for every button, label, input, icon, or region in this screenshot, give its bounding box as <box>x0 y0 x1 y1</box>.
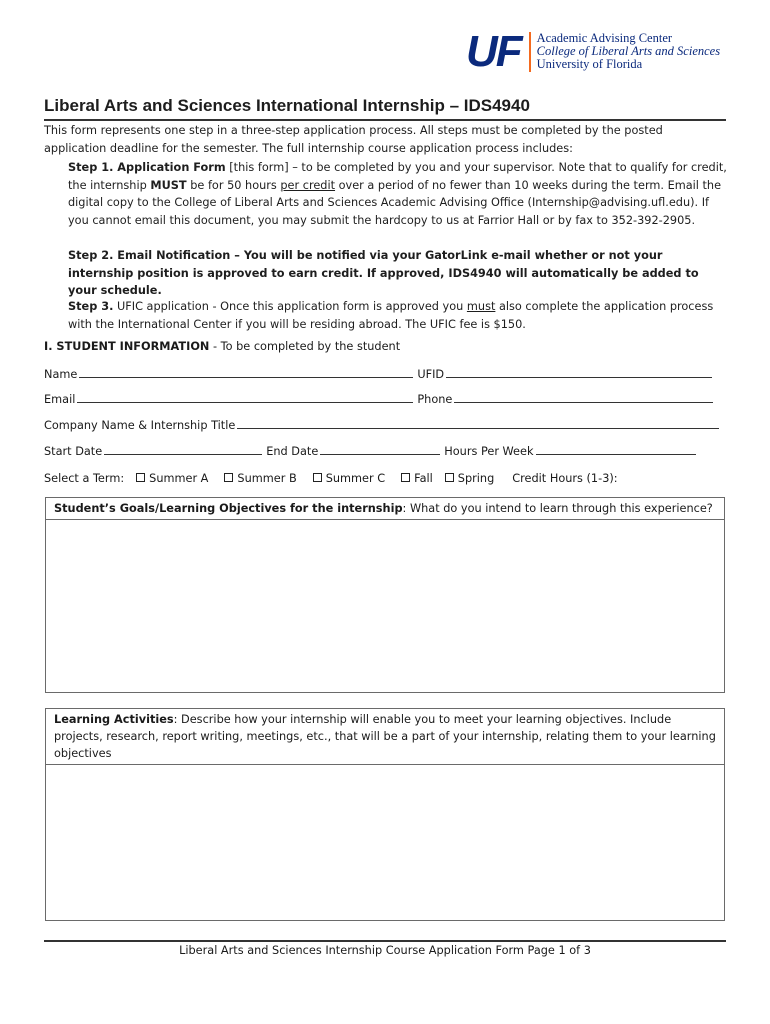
credit-hours-label: Credit Hours (1-3): <box>512 472 618 485</box>
dates-row <box>44 444 724 458</box>
step-3-text-b: also complete the application process with the International Center if you will be residing abroad. The UFIC fee is $150. <box>68 300 714 331</box>
goals-header <box>46 498 724 520</box>
ufid-label: UFID <box>417 368 445 381</box>
uf-logo-mark: UF <box>466 27 521 76</box>
activities-label: Learning Activities <box>54 713 174 726</box>
summer-c-label: Summer C <box>325 472 386 485</box>
section-label: I. STUDENT INFORMATION <box>44 340 210 353</box>
hours-per-week-field[interactable] <box>536 444 696 455</box>
hours-per-week-label: Hours Per Week <box>444 445 534 458</box>
step-3-must: must <box>466 300 496 313</box>
company-field[interactable] <box>237 418 719 429</box>
title-divider <box>44 119 726 121</box>
name-label: Name <box>44 368 78 381</box>
name-field[interactable] <box>79 367 413 378</box>
summer-b-checkbox[interactable] <box>224 473 233 482</box>
start-date-label: Start Date <box>44 445 103 458</box>
page-footer: Liberal Arts and Sciences Internship Course Application Form Page 1 of 3 <box>179 944 591 957</box>
email-field[interactable] <box>77 392 413 403</box>
student-information-heading <box>44 340 400 353</box>
ufid-field[interactable] <box>446 367 712 378</box>
fall-checkbox[interactable] <box>401 473 410 482</box>
select-term-label: Select a Term: <box>44 472 125 485</box>
email-phone-row <box>44 392 724 406</box>
goals-label: Student’s Goals/Learning Objectives for the internship <box>54 502 403 515</box>
section-note: - To be completed by the student <box>209 340 401 353</box>
footer-divider <box>44 940 726 942</box>
spring-checkbox[interactable] <box>445 473 454 482</box>
phone-label: Phone <box>417 393 453 406</box>
summer-b-label: Summer B <box>237 472 297 485</box>
start-date-field[interactable] <box>104 444 262 455</box>
summer-a-label: Summer A <box>149 472 209 485</box>
company-row <box>44 418 724 432</box>
uf-logo <box>466 27 721 76</box>
step-3-paragraph <box>68 298 728 333</box>
page-title: Liberal Arts and Sciences International Internship – IDS4940 <box>44 96 530 115</box>
end-date-label: End Date <box>266 445 319 458</box>
step-3-label: Step 3. <box>68 300 114 313</box>
step-1-text-a: [this form] – to be completed by you and your supervisor. Note that to qualify for credit, the internship <box>68 161 727 192</box>
step-1-text-b: be for 50 hours <box>186 178 281 192</box>
term-row <box>44 472 724 485</box>
name-ufid-row <box>44 367 724 381</box>
step-1-text-c: over a period of no fewer than 10 weeks during the term. Email the digital copy to the College of Liberal Arts and Sciences Academic Advising Office (Internship@advising.ufl.edu). If you cannot email this document, you may submit the hardcopy to us at Farrior Hall or by fax to 352-392-2905. <box>68 178 722 227</box>
logo-text <box>537 32 720 71</box>
activities-box <box>45 708 725 921</box>
activities-header <box>46 709 724 765</box>
email-label: Email <box>44 393 76 406</box>
logo-line-academic-advising: Academic Advising Center <box>536 31 673 45</box>
intro-paragraph: This form represents one step in a three-step application process. All steps must be completed by the posted application deadline for the semester. The full internship course application process includes: <box>44 124 663 155</box>
step-1-label: Step 1. Application Form <box>68 161 226 174</box>
goals-box <box>45 497 725 693</box>
step-3-text-a: UFIC application - Once this application form is approved you <box>113 300 467 313</box>
goals-prompt: : What do you intend to learn through this experience? <box>402 502 713 515</box>
step-1-must: MUST <box>150 178 187 192</box>
step-2-paragraph: Step 2. Email Notification – You will be notified via your GatorLink e-mail whether or not your internship position is approved to earn credit. If approved, IDS4940 will automatically be added to your schedule. <box>68 249 699 297</box>
phone-field[interactable] <box>454 392 713 403</box>
logo-line-university: University of Florida <box>536 57 643 71</box>
step-1-paragraph <box>68 159 728 229</box>
company-label: Company Name & Internship Title <box>44 419 236 432</box>
step-1-per-credit: per credit <box>280 178 336 192</box>
spring-label: Spring <box>457 472 495 485</box>
end-date-field[interactable] <box>320 444 440 455</box>
summer-c-checkbox[interactable] <box>313 473 322 482</box>
fall-label: Fall <box>414 472 433 485</box>
summer-a-checkbox[interactable] <box>136 473 145 482</box>
activities-prompt: : Describe how your internship will enable you to meet your learning objectives. Include projects, research, report writing, meetings, etc., that will be a part of your internship, relating them to your learning objectives <box>54 713 716 760</box>
logo-divider <box>529 32 531 72</box>
activities-response-area[interactable] <box>46 765 724 937</box>
logo-line-college: College of Liberal Arts and Sciences <box>536 44 721 58</box>
goals-response-area[interactable] <box>46 520 724 690</box>
